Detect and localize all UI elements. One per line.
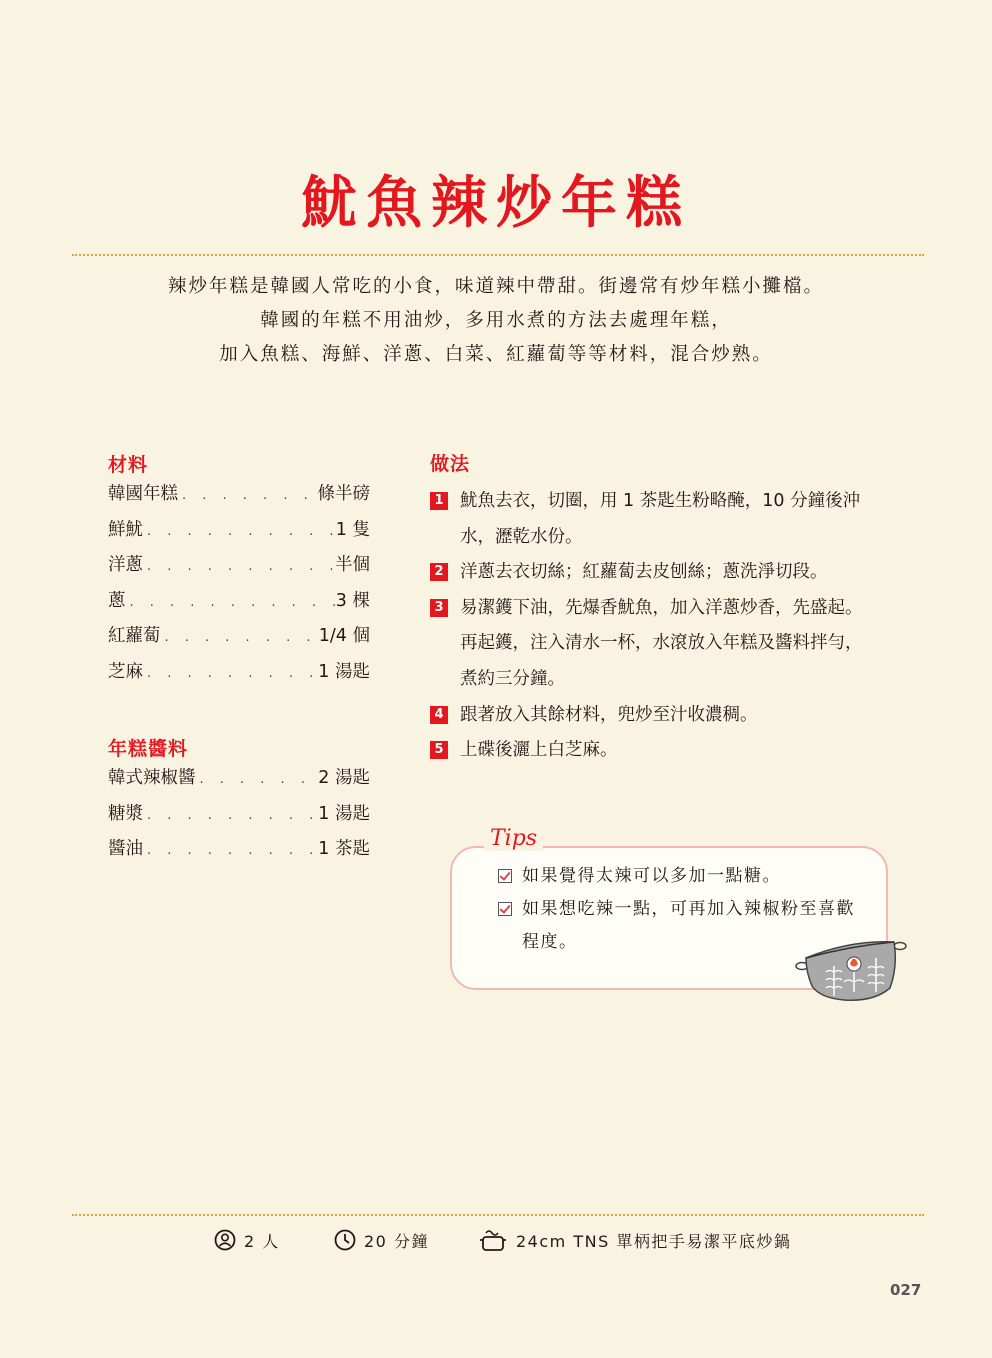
pot-illustration-icon <box>794 936 910 1008</box>
intro-line: 辣炒年糕是韓國人常吃的小食，味道辣中帶甜。街邊常有炒年糕小攤檔。 <box>167 276 824 297</box>
step-line: 易潔鑊下油，先爆香魷魚，加入洋蔥炒香，先盛起。 <box>460 597 863 618</box>
ingredient-row <box>108 658 370 694</box>
step-number-badge: 5 <box>430 741 448 759</box>
leader-dots <box>196 772 319 787</box>
tip-line: 如果覺得太辣可以多加一點糖。 <box>522 866 781 886</box>
method-steps <box>430 484 900 769</box>
intro-line: 加入魚糕、海鮮、洋蔥、白菜、紅蘿蔔等等材料，混合炒熟。 <box>219 344 773 365</box>
step-text <box>460 733 900 769</box>
step-line: 再起鑊，注入清水一杯，水滾放入年糕及醬料拌勻， <box>460 633 863 654</box>
leader-dots <box>126 595 336 610</box>
ingredient-row <box>108 551 370 587</box>
method-step <box>430 484 900 555</box>
person-icon <box>214 1229 236 1251</box>
leader-dots <box>143 559 335 574</box>
step-line: 煮約三分鐘。 <box>460 668 565 689</box>
ingredient-amount: 1 隻 <box>335 519 370 540</box>
ingredient-row <box>108 516 370 552</box>
checkbox-checked-icon <box>498 869 512 883</box>
step-text <box>460 698 900 734</box>
ingredient-name: 芝麻 <box>108 661 143 682</box>
step-text <box>460 484 900 555</box>
page-number: 027 <box>890 1281 922 1299</box>
ingredient-row <box>108 480 370 516</box>
ingredient-amount: 1 湯匙 <box>318 803 370 824</box>
ingredient-name: 韓國年糕 <box>108 484 178 504</box>
time-info <box>334 1226 429 1254</box>
ingredient-name: 韓式辣椒醬 <box>108 768 196 788</box>
step-line: 水，瀝乾水份。 <box>460 526 583 547</box>
ingredient-name: 鮮魷 <box>108 519 143 540</box>
ingredient-amount: 1/4 個 <box>318 626 370 647</box>
intro <box>0 270 992 372</box>
step-number-badge: 1 <box>430 492 448 510</box>
ingredient-name: 醬油 <box>108 839 143 860</box>
tip-item <box>498 860 870 893</box>
ingredient-name: 洋蔥 <box>108 555 143 576</box>
ingredient-amount: 1 茶匙 <box>318 839 370 860</box>
step-text <box>460 555 900 591</box>
leader-dots <box>161 630 319 645</box>
equipment-text: 24cm TNS 單柄把手易潔平底炒鍋 <box>516 1231 792 1251</box>
step-line: 上碟後灑上白芝麻。 <box>460 740 618 761</box>
step-number-badge: 4 <box>430 706 448 724</box>
tip-line: 如果想吃辣一點，可再加入辣椒粉至喜歡 <box>522 899 855 919</box>
ingredient-name: 紅蘿蔔 <box>108 626 161 647</box>
step-number-badge: 2 <box>430 563 448 581</box>
method-step <box>430 591 900 698</box>
ingredient-name: 糖漿 <box>108 803 143 824</box>
step-line: 洋蔥去衣切絲；紅蘿蔔去皮刨絲；蔥洗淨切段。 <box>460 562 828 583</box>
step-number-badge: 3 <box>430 599 448 617</box>
clock-icon <box>334 1229 356 1251</box>
step-text <box>460 591 900 698</box>
ingredients-list <box>108 480 370 694</box>
ingredient-row <box>108 800 370 836</box>
method-step <box>430 698 900 734</box>
cooking-pot-icon <box>478 1228 508 1252</box>
sauce-heading: 年糕醬料 <box>108 738 189 760</box>
leader-dots <box>178 488 318 503</box>
tip-text <box>522 860 781 893</box>
leader-dots <box>143 524 336 539</box>
checkbox-checked-icon <box>498 902 512 916</box>
method-step <box>430 733 900 769</box>
sauce-list <box>108 764 370 871</box>
servings-info <box>214 1226 280 1254</box>
ingredient-amount: 半個 <box>335 555 370 576</box>
method-heading: 做法 <box>430 453 471 475</box>
ingredient-row <box>108 835 370 871</box>
tips-label: Tips <box>484 826 543 851</box>
tip-line: 程度。 <box>522 932 578 952</box>
ingredient-row <box>108 764 370 800</box>
ingredient-amount: 2 湯匙 <box>318 768 370 788</box>
ingredient-amount: 1 湯匙 <box>318 661 370 682</box>
recipe-info-bar <box>0 1226 992 1254</box>
method-step <box>430 555 900 591</box>
servings-text: 2 人 <box>244 1231 280 1251</box>
ingredient-name: 蔥 <box>108 590 126 611</box>
time-text: 20 分鐘 <box>364 1231 429 1251</box>
leader-dots <box>143 666 318 681</box>
ingredients-heading: 材料 <box>108 454 149 476</box>
step-line: 魷魚去衣，切圈，用 1 茶匙生粉略醃，10 分鐘後沖 <box>460 491 861 511</box>
leader-dots <box>143 808 318 823</box>
ingredient-amount: 3 棵 <box>335 590 370 611</box>
step-line: 跟著放入其餘材料，兜炒至汁收濃稠。 <box>460 704 758 725</box>
intro-line: 韓國的年糕不用油炒，多用水煮的方法去處理年糕， <box>260 310 732 331</box>
ingredient-row <box>108 587 370 623</box>
bottom-divider <box>72 1214 924 1216</box>
ingredient-amount: 條半磅 <box>317 484 370 504</box>
top-divider <box>72 254 924 256</box>
leader-dots <box>143 843 318 858</box>
page-title: 魷魚辣炒年糕 <box>301 171 691 236</box>
equipment-info <box>478 1226 791 1254</box>
ingredient-row <box>108 622 370 658</box>
